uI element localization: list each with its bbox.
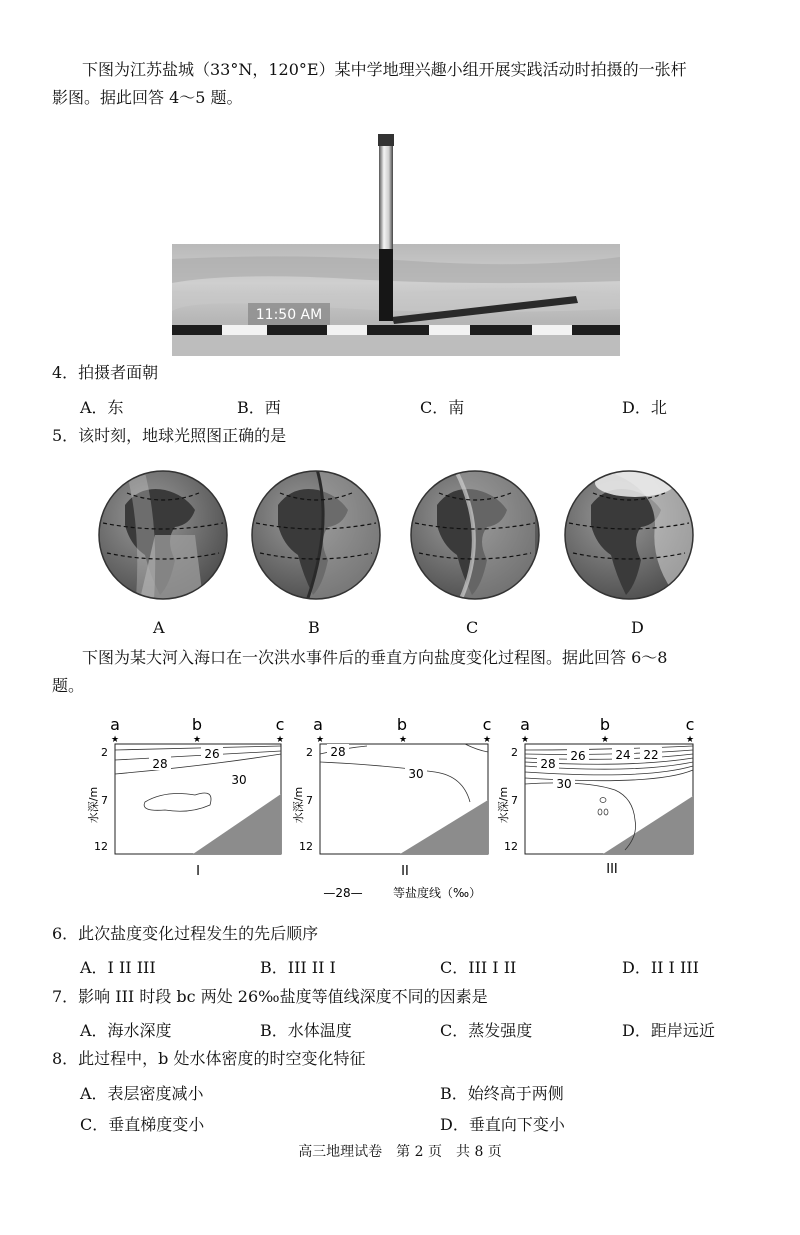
q4-option-d[interactable]: D．北: [622, 398, 667, 417]
q7-stem: 7．影响 III 时段 bc 两处 26‰盐度等值线深度不同的因素是: [52, 987, 488, 1006]
svg-text:★: ★: [520, 735, 530, 745]
panel-1-ylabel: 水深/m: [87, 786, 100, 824]
globe-c[interactable]: [411, 469, 539, 601]
panel-1-depth-12: 12: [94, 840, 108, 853]
panel-1-station-a: a: [110, 715, 120, 734]
q8-option-d[interactable]: D．垂直向下变小: [440, 1115, 565, 1134]
panel-3-station-a: a: [520, 715, 530, 734]
panel-3-station-b: b: [599, 715, 611, 734]
svg-text:★: ★: [685, 735, 695, 745]
panel-2-depth-2: 2: [306, 746, 313, 759]
panel-1-station-b: b: [191, 715, 203, 734]
panel-3-contour-28: 28: [540, 757, 556, 771]
q6-option-c[interactable]: C．III I II: [440, 958, 517, 977]
q8-option-a[interactable]: A．表层密度减小: [80, 1084, 204, 1103]
panel-1-depth-2: 2: [101, 746, 108, 759]
panel-3-ylabel: 水深/m: [497, 786, 510, 824]
svg-text:★: ★: [192, 735, 202, 745]
svg-text:★: ★: [315, 735, 325, 745]
globe-b[interactable]: [252, 469, 385, 601]
globe-label-b: B: [308, 618, 320, 637]
intro2-line-2: 题。: [52, 676, 85, 695]
intro-line-2: 影图。据此回答 4～5 题。: [52, 88, 243, 107]
panel-3-contour-24: 24: [615, 748, 631, 762]
panel-1-contour-30: 30: [231, 773, 247, 787]
time-stamp: 11:50 AM: [255, 307, 323, 323]
panel-3-station-c: c: [685, 715, 695, 734]
pole: [379, 146, 393, 249]
page-footer: 高三地理试卷 第 2 页 共 8 页: [298, 1144, 502, 1160]
panel-3-name: III: [606, 862, 618, 877]
legend-sample: —28—: [323, 886, 363, 900]
q4-option-b[interactable]: B．西: [237, 398, 281, 417]
panel-2-contour-28: 28: [330, 745, 346, 759]
panel-2-depth-7: 7: [306, 794, 313, 807]
q8-stem: 8．此过程中，b 处水体密度的时空变化特征: [52, 1049, 366, 1068]
panel-3: [496, 715, 694, 877]
panel-1-contour-26: 26: [204, 747, 220, 761]
panel-2-station-c: c: [482, 715, 492, 734]
q8-option-c[interactable]: C．垂直梯度变小: [80, 1115, 205, 1134]
q6-option-a[interactable]: A．I II III: [80, 958, 156, 977]
globe-label-c: C: [466, 618, 479, 637]
intro-line-1: 下图为江苏盐城（33°N，120°E）某中学地理兴趣小组开展实践活动时拍摄的一张杆: [82, 60, 687, 79]
panel-3-contour-26: 26: [570, 749, 586, 763]
svg-text:★: ★: [398, 735, 408, 745]
q6-option-d[interactable]: D．II I III: [622, 958, 699, 977]
q6-stem: 6．此次盐度变化过程发生的先后顺序: [52, 924, 319, 943]
panel-1-name: I: [196, 864, 200, 879]
panel-2-ylabel: 水深/m: [292, 786, 305, 824]
q4-stem: 4．拍摄者面朝: [52, 363, 159, 382]
panel-3-depth-12: 12: [504, 840, 518, 853]
q7-option-d[interactable]: D．距岸远近: [622, 1021, 715, 1040]
globe-d[interactable]: [565, 469, 695, 601]
panel-3-contour-30: 30: [556, 777, 572, 791]
q8-option-b[interactable]: B．始终高于两侧: [440, 1084, 564, 1103]
globe-options: [95, 465, 705, 610]
globe-label-d: D: [631, 618, 644, 637]
q7-option-c[interactable]: C．蒸发强度: [440, 1021, 533, 1040]
salinity-diagram: [85, 710, 710, 905]
q7-option-b[interactable]: B．水体温度: [260, 1021, 352, 1040]
panel-3-depth-7: 7: [511, 794, 518, 807]
panel-2-contour-30: 30: [408, 767, 424, 781]
panel-2-station-b: b: [396, 715, 408, 734]
panel-2-station-a: a: [313, 715, 323, 734]
svg-text:★: ★: [482, 735, 492, 745]
panel-2-depth-12: 12: [299, 840, 313, 853]
globe-a[interactable]: [99, 470, 227, 599]
svg-text:★: ★: [275, 735, 285, 745]
svg-text:★: ★: [600, 735, 610, 745]
q4-option-c[interactable]: C．南: [420, 398, 465, 417]
panel-1-contour-28: 28: [152, 757, 168, 771]
q7-option-a[interactable]: A．海水深度: [80, 1021, 172, 1040]
panel-1-station-c: c: [275, 715, 285, 734]
q6-option-b[interactable]: B．III II I: [260, 958, 336, 977]
pole-cap: [378, 134, 394, 146]
panel-1: [86, 715, 284, 879]
legend-text: 等盐度线（‰）: [393, 886, 482, 900]
q5-stem: 5．该时刻，地球光照图正确的是: [52, 426, 287, 445]
panel-3-contour-22: 22: [643, 748, 659, 762]
q4-option-a[interactable]: A．东: [80, 398, 124, 417]
pole-shadow-photo: [172, 131, 620, 356]
panel-3-depth-2: 2: [511, 746, 518, 759]
panel-1-depth-7: 7: [101, 794, 108, 807]
intro2-line-1: 下图为某大河入海口在一次洪水事件后的垂直方向盐度变化过程图。据此回答 6～8: [82, 648, 668, 667]
globe-label-a: A: [153, 618, 165, 637]
sky: [172, 131, 620, 244]
panel-2: [291, 715, 491, 879]
panel-2-name: II: [401, 864, 409, 879]
svg-text:★: ★: [110, 735, 120, 745]
